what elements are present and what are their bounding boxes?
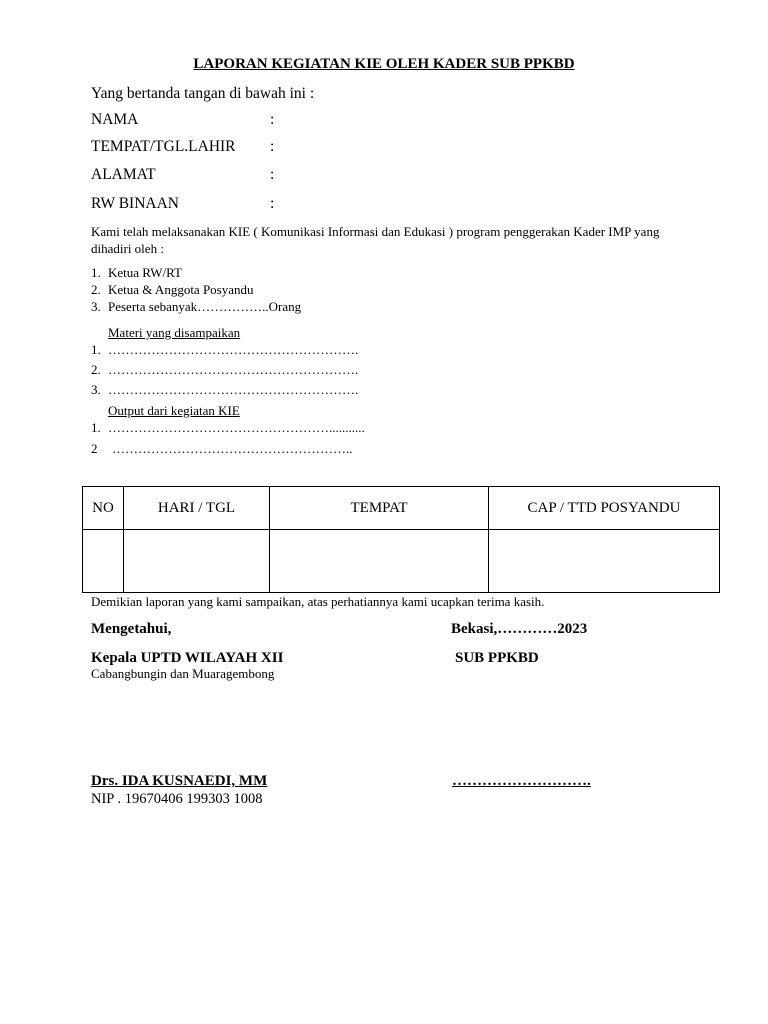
attendee-item: Peserta sebanyak……………..Orang [108,299,302,314]
place-date: Bekasi,…………2023 [451,621,588,637]
closing-text: Demikian laporan yang kami sampaikan, atas perhatiannya kami ucapkan terima kasih. [91,594,545,609]
header-hari-tgl: HARI / TGL [124,487,270,530]
left-area: Cabangbungin dan Muaragembong [91,666,275,681]
output-heading: Output dari kegiatan KIE [108,403,240,418]
attendee-item: Ketua RW/RT [108,265,182,280]
attendee-num: 2. [91,282,101,297]
field-alamat-colon: : [270,166,275,183]
attendee-num: 3. [91,299,101,314]
cell-cap-ttd[interactable] [489,530,720,593]
left-position: Kepala UPTD WILAYAH XII [91,650,284,666]
attendee-item: Ketua & Anggota Posyandu [108,282,254,297]
cell-hari-tgl[interactable] [124,530,270,593]
output-num: 2 [91,441,98,456]
field-tempat-label: TEMPAT/TGL.LAHIR [91,138,236,155]
left-nip: NIP . 19670406 199303 1008 [91,791,263,807]
field-rw-label: RW BINAAN [91,195,179,212]
materi-item: …………………………………………………. [108,382,359,397]
document-title: LAPORAN KEGIATAN KIE OLEH KADER SUB PPKBD [193,56,575,72]
mengetahui-label: Mengetahui, [91,621,172,637]
materi-num: 2. [91,362,101,377]
field-nama-colon: : [270,111,275,128]
intro-text: Yang bertanda tangan di bawah ini : [91,85,315,102]
output-item: ……………………………………………........... [108,420,365,435]
materi-num: 1. [91,342,101,357]
field-tempat-colon: : [270,138,275,155]
activity-paragraph: Kami telah melaksanakan KIE ( Komunikasi Informasi dan Edukasi ) program penggerakan Kader IMP yang dihadiri oleh : [91,224,660,256]
field-alamat-label: ALAMAT [91,166,156,183]
left-signatory-name: Drs. IDA KUSNAEDI, MM [91,773,268,789]
right-signatory-name: ………………………. [452,773,591,789]
header-cap-ttd: CAP / TTD POSYANDU [489,487,720,530]
table-row [83,530,720,593]
materi-heading: Materi yang disampaikan [108,325,241,340]
field-nama-label: NAMA [91,111,139,128]
report-table [82,486,720,593]
cell-tempat[interactable] [270,530,489,593]
right-position: SUB PPKBD [455,650,539,666]
field-rw-colon: : [270,195,275,212]
header-no: NO [83,487,124,530]
output-num: 1. [91,420,101,435]
header-tempat: TEMPAT [270,487,489,530]
materi-item: …………………………………………………. [108,342,359,357]
table-header-row [83,487,720,530]
output-item: ……………………………………………….. [112,441,353,456]
materi-num: 3. [91,382,101,397]
materi-item: …………………………………………………. [108,362,359,377]
cell-no[interactable] [83,530,124,593]
attendee-num: 1. [91,265,101,280]
